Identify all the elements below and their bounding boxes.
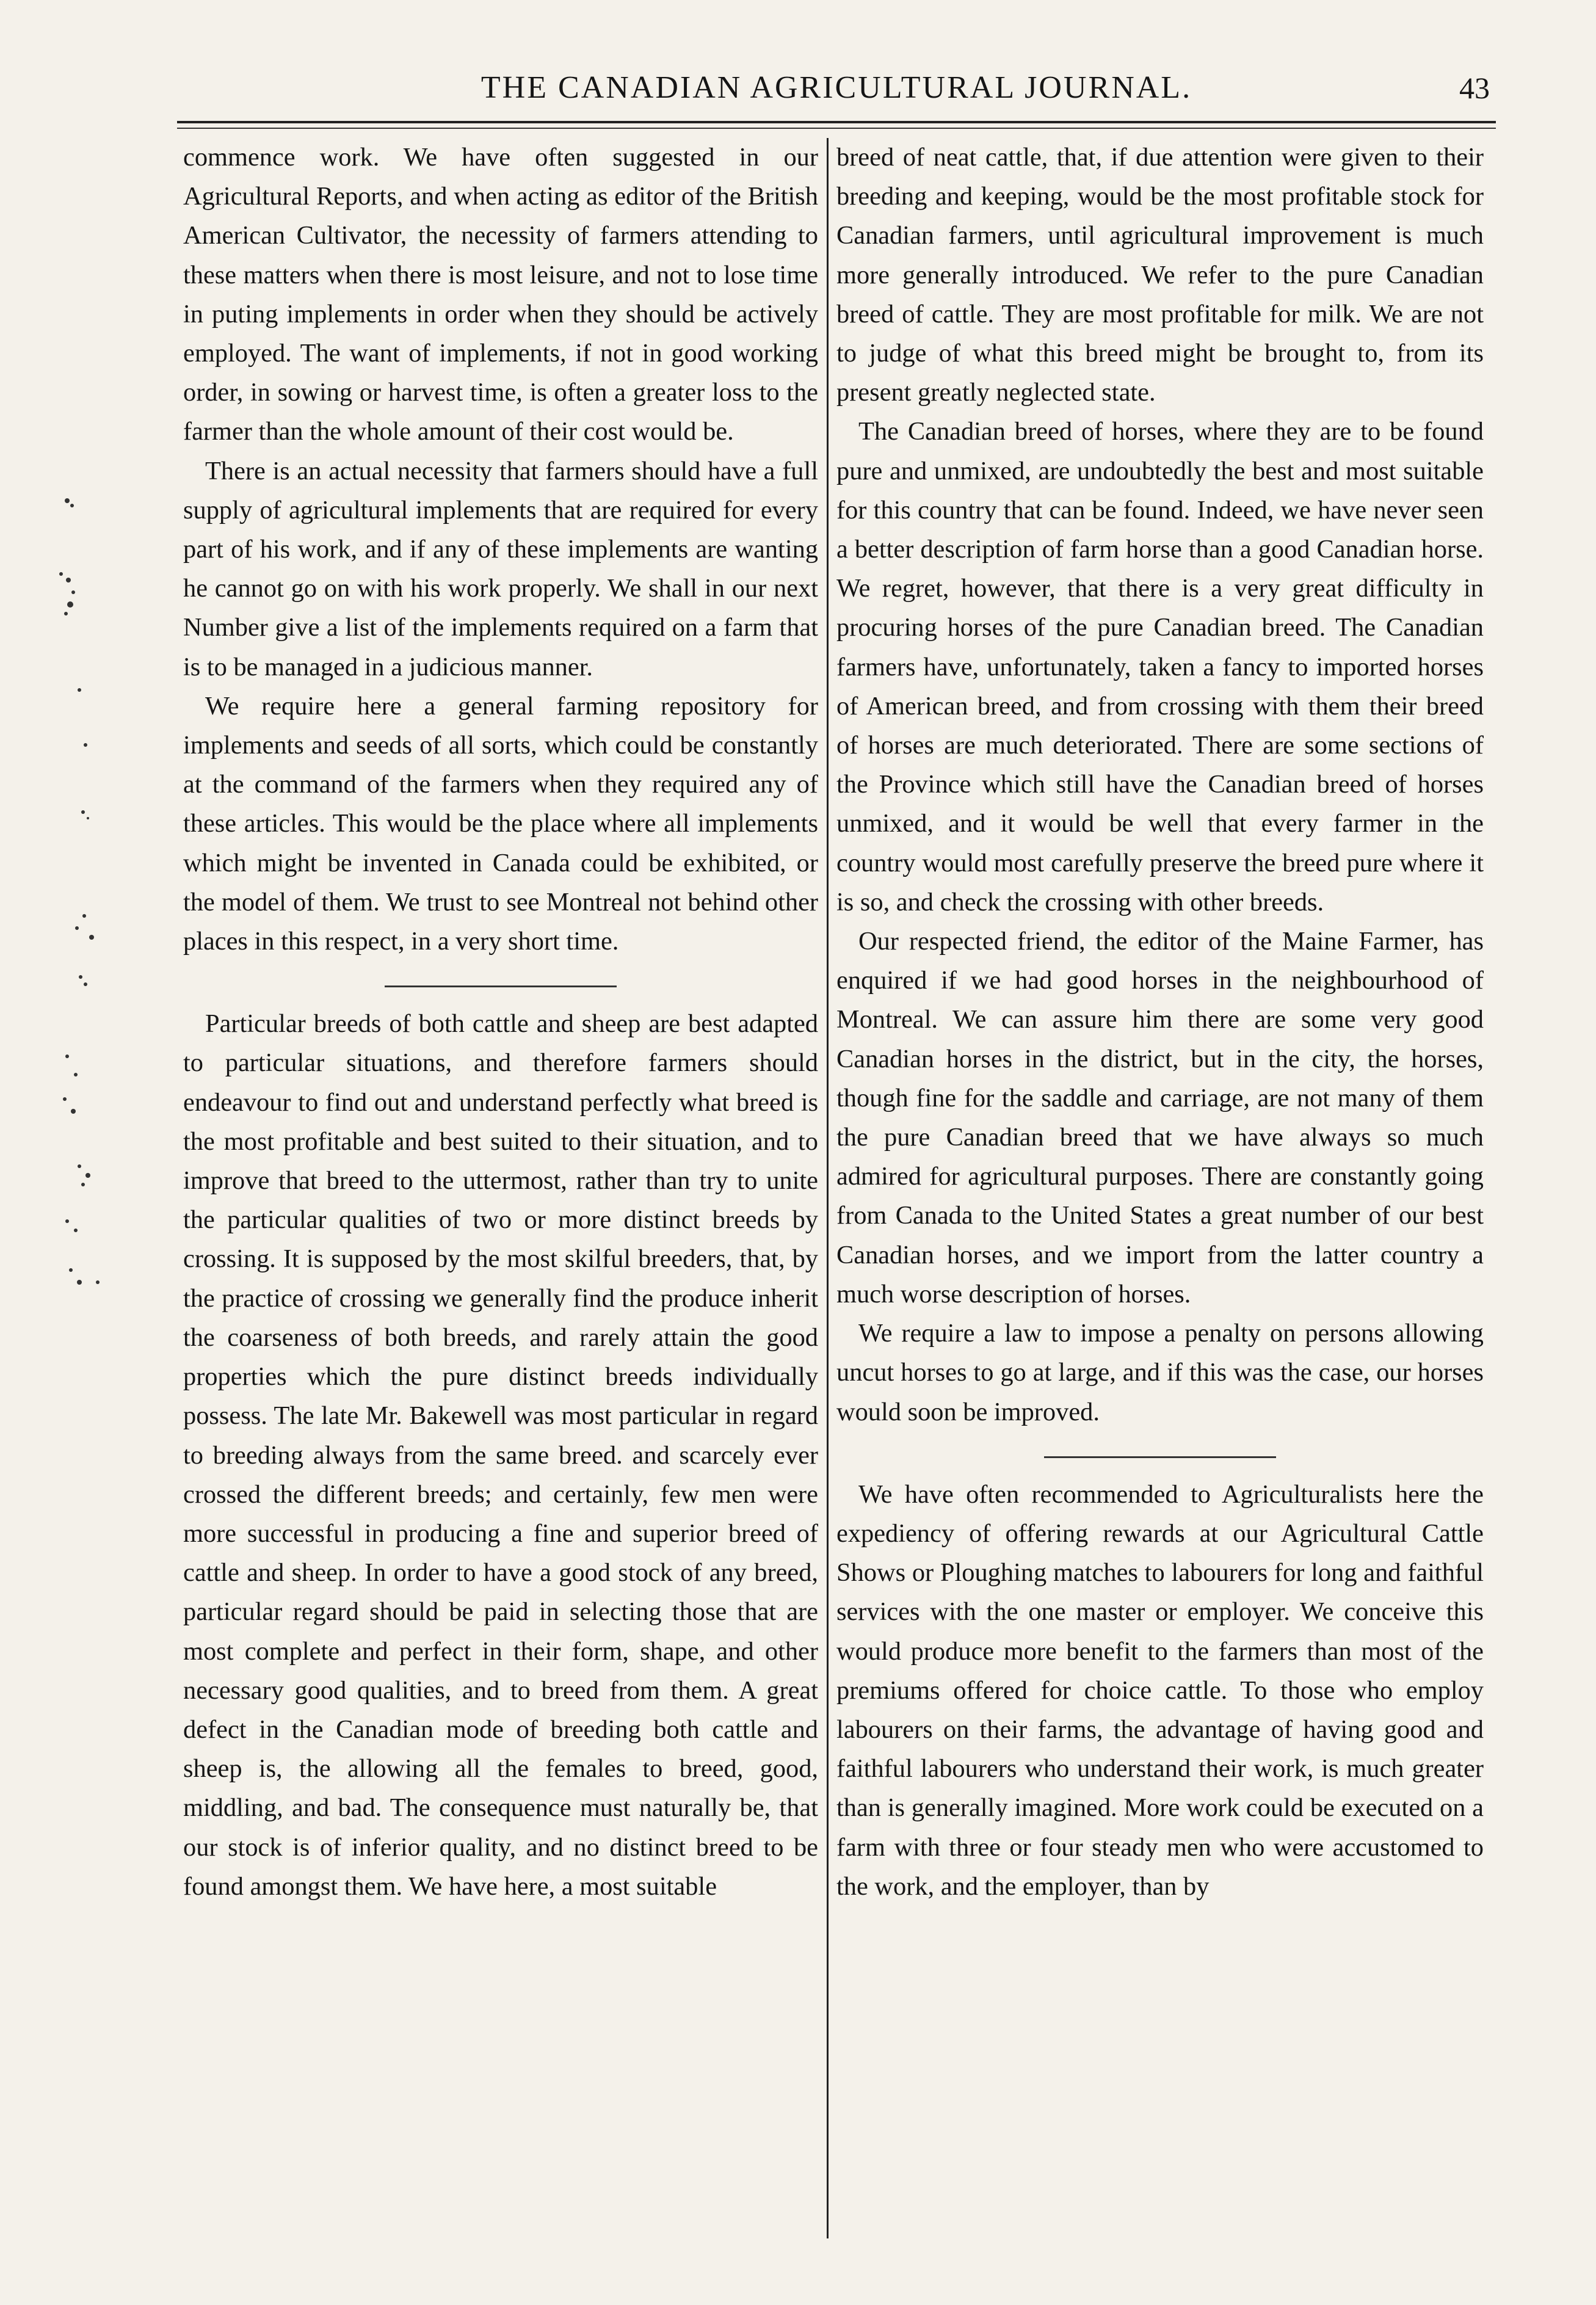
header-rule xyxy=(177,121,1496,123)
left-paragraph-1: commence work. We have often suggested in our Agricultural Reports, and when acting as editor of the British American Cultivator, the necessity of farmers attending to these matters when there is most leisure, and not to lose time in puting implements in order when they should be actively employed. The want of implements, if not in good working order, in sowing or harvest time, is often a greater loss to the farmer than the whole amount of their cost would be. xyxy=(183,143,818,446)
page-header xyxy=(183,66,1490,115)
right-paragraph-5: We have often recommended to Agriculturalists here the expediency of offering rewards at our Agricultural Cattle Shows or Ploughing matches to labourers for long and faithful services with the one master or employer. We conceive this would produce more benefit to the farmers than most of the premiums offered for choice cattle. To those who employ labourers on their farms, the advantage of having good and faithful labourers who understand their work, is much greater than is generally imagined. More work could be executed on a farm with three or four steady men who were accustomed to the work, and the employer, than by xyxy=(836,1479,1484,1901)
page-number: 43 xyxy=(1459,71,1490,105)
section-separator xyxy=(1044,1456,1276,1458)
left-paragraph-2: There is an actual necessity that farmers should have a full supply of agricultural implements that are required for every part of his work, and if any of these implements are wanting he cannot go on with his work properly. We shall in our next Number give a list of the implements required on a farm that is to be managed in a judicious manner. xyxy=(183,456,818,681)
journal-title: THE CANADIAN AGRICULTURAL JOURNAL. xyxy=(481,70,1192,105)
right-paragraph-4: We require a law to impose a penalty on persons allowing uncut horses to go at large, and if this was the case, our horses would soon be improved. xyxy=(836,1319,1484,1426)
margin-specks-decoration xyxy=(24,488,122,1404)
header-rule-thin xyxy=(177,128,1496,129)
right-paragraph-2: The Canadian breed of horses, where they are to be found pure and unmixed, are undoubtedly the best and most suitable for this country that can be found. Indeed, we have never seen a better description of farm horse than a good Canadian horse. We regret, however, that there is a very great difficulty in procuring horses of the pure Canadian breed. The Canadian farmers have, unfortunately, taken a fancy to imported horses of American breed, and from crossing with them their breed of horses are much deteriorated. There are some sections of the Province which still have the Canadian breed of horses unmixed, and it would be well that every farmer in the country would most carefully preserve the breed pure where it is so, and check the crossing with other breeds. xyxy=(836,417,1484,917)
left-column xyxy=(183,138,818,2251)
column-divider xyxy=(827,138,829,2238)
right-column xyxy=(836,138,1484,2251)
section-separator xyxy=(385,986,617,987)
right-paragraph-3: Our respected friend, the editor of the Maine Farmer, has enquired if we had good horses in the neighbourhood of Montreal. We can assure him there are some very good Canadian horses in the district, but in the city, the horses, though fine for the saddle and carriage, are not many of them the pure Canadian breed that we have always so much admired for agricultural purposes. There are constantly going from Canada to the United States a great number of our best Canadian horses, and we import from the latter country a much worse description of horses. xyxy=(836,927,1484,1309)
right-paragraph-1: breed of neat cattle, that, if due attention were given to their breeding and keeping, would be the most profitable stock for Canadian farmers, until agricultural improvement is much more generally introduced. We refer to the pure Canadian breed of cattle. They are most profitable for milk. We are not to judge of what this breed might be brought to, from its present greatly neglected state. xyxy=(836,143,1484,407)
left-paragraph-3: We require here a general farming repository for implements and seeds of all sorts, which could be constantly at the command of the farmers when they required any of these articles. This would be the place where all implements which might be invented in Canada could be exhibited, or the model of them. We trust to see Montreal not behind other places in this respect, in a very short time. xyxy=(183,691,818,956)
left-paragraph-4: Particular breeds of both cattle and sheep are best adapted to particular situations, and therefore farmers should endeavour to find out and understand perfectly what breed is the most profitable and best suited to their situation, and to improve that breed to the uttermost, rather than try to unite the particular qualities of two or more distinct breeds by crossing. It is supposed by the most skilful breeders, that, by the practice of crossing we generally find the produce inherit the coarseness of both breeds, and rarely attain the good properties which the pure distinct breeds individually possess. The late Mr. Bakewell was most particular in regard to breeding always from the same breed. and scarcely ever crossed the different breeds; and certainly, few men were more successful in producing a fine and superior breed of cattle and sheep. In order to have a good stock of any breed, particular regard should be paid in selecting those that are most complete and perfect in their form, shape, and other necessary good qualities, and to breed from them. A great defect in the Canadian mode of breeding both cattle and sheep is, the allowing all the females to breed, good, middling, and bad. The consequence must naturally be, that our stock is of inferior quality, and no distinct breed to be found amongst them. We have here, a most suitable xyxy=(183,1009,818,1901)
